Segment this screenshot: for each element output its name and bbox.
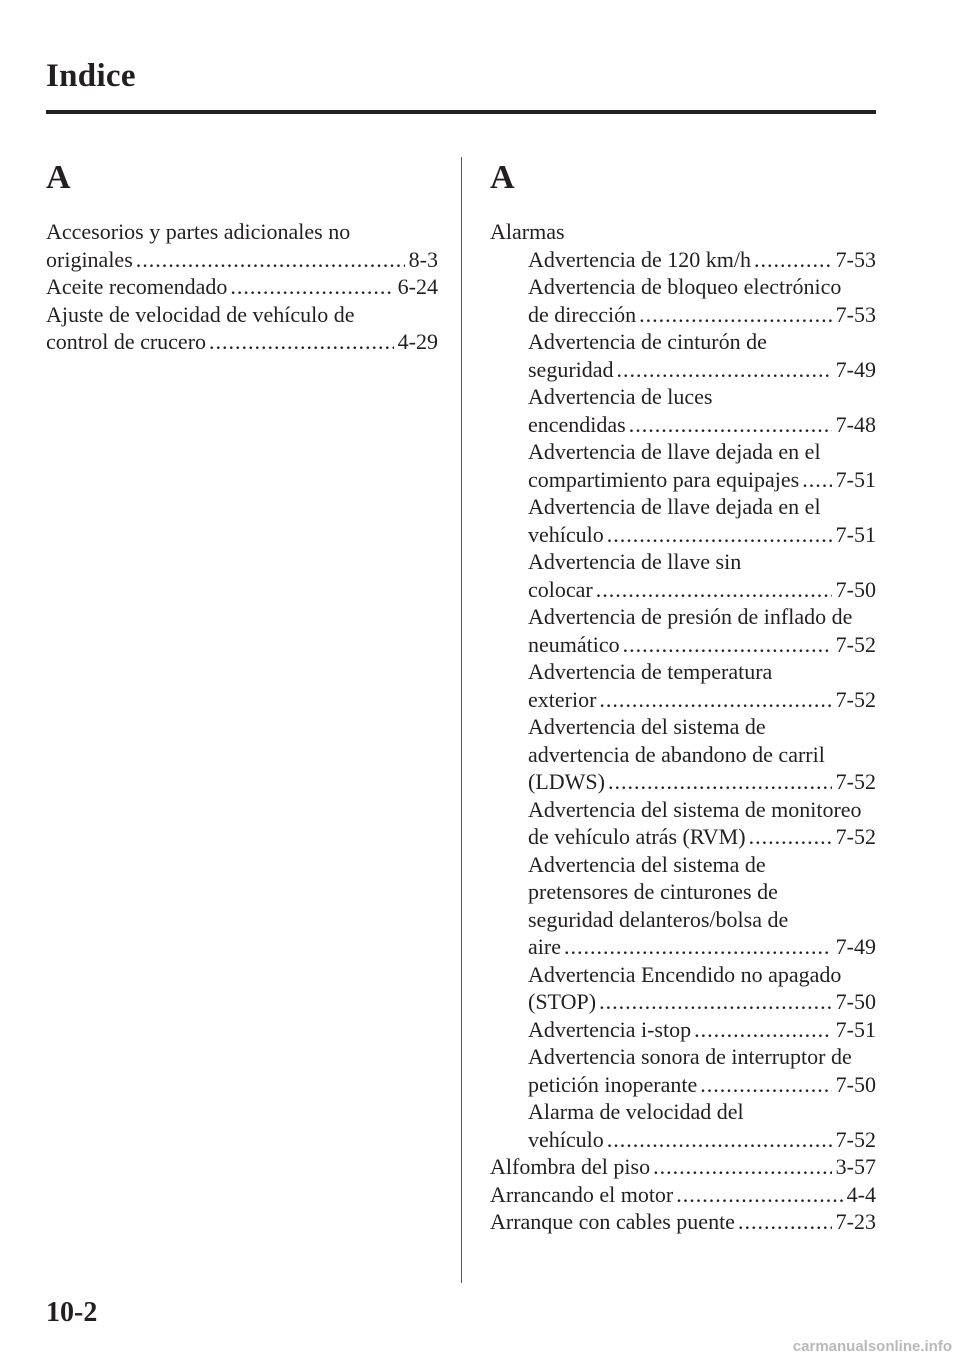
header-rule [46, 110, 876, 114]
entry-page-ref: 7-53 [835, 301, 876, 327]
index-entry [490, 218, 876, 246]
entry-page-ref: 7-50 [835, 989, 876, 1014]
entry-page-ref: 7-52 [835, 1126, 876, 1152]
entry-text: advertencia de abandono de carril [528, 741, 825, 767]
index-entry [490, 658, 876, 686]
index-entry [490, 686, 876, 714]
entry-page-ref: 7-23 [835, 1209, 876, 1234]
entry-text: Alfombra del piso [490, 1154, 651, 1179]
index-entry [490, 383, 876, 411]
index-entry [490, 823, 876, 851]
entry-text: Alarma de velocidad del [528, 1099, 744, 1124]
index-entry [490, 1043, 876, 1071]
dot-leader [639, 301, 832, 329]
index-entry [490, 741, 876, 769]
entry-page-ref: 7-48 [835, 411, 876, 437]
entry-text: Advertencia de 120 km/h [528, 246, 751, 272]
dot-leader [700, 1071, 831, 1099]
entry-page-ref: 7-53 [835, 246, 876, 272]
index-entry [490, 1016, 876, 1044]
entry-text: Advertencia Encendido no apagado [528, 961, 842, 987]
entry-page-ref: 7-51 [835, 521, 876, 547]
section-letter: A [46, 159, 71, 196]
index-entry [490, 1208, 876, 1236]
index-entry [490, 1153, 876, 1181]
dot-leader [209, 328, 394, 356]
entry-text: Alarmas [490, 219, 565, 244]
entry-text: Arrancando el motor [490, 1181, 674, 1207]
index-entry [490, 1126, 876, 1154]
dot-leader [623, 631, 832, 659]
dot-leader [607, 521, 832, 549]
index-entry [46, 218, 438, 246]
entry-text: Advertencia de bloqueo electrónico [528, 274, 842, 299]
watermark: carmanualsonline.info [792, 1338, 952, 1355]
section-letter: A [490, 159, 515, 196]
dot-leader [599, 988, 832, 1016]
entry-page-ref: 7-52 [835, 686, 876, 712]
index-entries-left [46, 218, 438, 356]
entry-text: originales [46, 246, 133, 272]
index-entry [490, 851, 876, 879]
entry-page-ref: 7-52 [835, 769, 876, 794]
entry-text: Advertencia de llave sin [528, 549, 742, 574]
entry-text: Advertencia sonora de interruptor de [528, 1044, 852, 1069]
page-number: 10-2 [46, 1297, 98, 1328]
index-entries-right [490, 218, 876, 1236]
dot-leader [564, 933, 832, 961]
entry-text: vehículo [528, 1126, 604, 1152]
entry-text: de vehículo atrás (RVM) [528, 824, 746, 849]
entry-page-ref: 7-50 [835, 1071, 876, 1097]
entry-page-ref: 7-51 [835, 466, 876, 492]
dot-leader [676, 1181, 842, 1209]
entry-text: de dirección [528, 301, 637, 327]
index-entry [490, 521, 876, 549]
index-entry [46, 273, 438, 301]
entry-page-ref: 7-50 [835, 576, 876, 602]
index-entry [490, 246, 876, 274]
index-entry [490, 493, 876, 521]
entry-text: Advertencia del sistema de [528, 851, 766, 877]
entry-text: aire [528, 934, 561, 959]
dot-leader [599, 686, 831, 714]
left-column [46, 160, 438, 356]
dot-leader [802, 466, 831, 494]
entry-text: encendidas [528, 411, 626, 437]
entry-text: compartimiento para equipajes [528, 466, 800, 492]
entry-page-ref: 3-57 [835, 1154, 876, 1179]
entry-text: (LDWS) [528, 769, 605, 794]
index-entry [46, 328, 438, 356]
entry-text: Arranque con cables puente [490, 1209, 735, 1234]
entry-page-ref: 4-4 [846, 1181, 876, 1207]
index-entry [490, 768, 876, 796]
page-title: Indice [46, 58, 136, 94]
entry-page-ref: 7-49 [835, 934, 876, 959]
index-entry [490, 878, 876, 906]
entry-text: Advertencia de luces [528, 384, 713, 409]
entry-text: seguridad delanteros/bolsa de [528, 906, 789, 932]
entry-text: Advertencia de cinturón de [528, 329, 767, 354]
entry-text: vehículo [528, 521, 604, 547]
index-entry [490, 466, 876, 494]
entry-text: neumático [528, 631, 620, 657]
dot-leader [629, 411, 832, 439]
entry-text: Ajuste de velocidad de vehículo de [46, 301, 355, 327]
index-entry [490, 548, 876, 576]
index-entry [490, 713, 876, 741]
index-entry [490, 576, 876, 604]
entry-text: Advertencia de llave dejada en el [528, 439, 821, 464]
entry-text: Advertencia i-stop [528, 1016, 692, 1042]
index-entry [490, 1071, 876, 1099]
dot-leader [694, 1016, 832, 1044]
entry-page-ref: 7-52 [835, 824, 876, 849]
dot-leader [754, 246, 832, 274]
entry-page-ref: 6-24 [397, 274, 438, 299]
entry-text: colocar [528, 576, 593, 602]
index-entry [490, 301, 876, 329]
index-entry [46, 246, 438, 274]
entry-page-ref: 7-52 [835, 631, 876, 657]
index-entry [490, 328, 876, 356]
index-entry [490, 273, 876, 301]
entry-text: Accesorios y partes adicionales no [46, 219, 351, 244]
dot-leader [596, 576, 832, 604]
index-entry [490, 961, 876, 989]
index-entry [490, 988, 876, 1016]
index-entry [490, 631, 876, 659]
index-entry [490, 906, 876, 934]
index-entry [490, 356, 876, 384]
entry-text: Advertencia del sistema de [528, 714, 766, 739]
entry-page-ref: 7-49 [835, 356, 876, 382]
entry-text: Advertencia del sistema de monitoreo [528, 796, 862, 822]
index-entry [490, 411, 876, 439]
index-entry [490, 933, 876, 961]
entry-text: seguridad [528, 356, 614, 382]
entry-text: exterior [528, 686, 597, 712]
entry-text: Advertencia de llave dejada en el [528, 494, 821, 519]
entry-text: control de crucero [46, 329, 207, 354]
dot-leader [136, 246, 405, 274]
dot-leader [617, 356, 832, 384]
dot-leader [653, 1153, 832, 1181]
index-entry [490, 796, 876, 824]
entry-text: Aceite recomendado [46, 274, 228, 299]
dot-leader [230, 273, 393, 301]
index-entry [490, 603, 876, 631]
dot-leader [607, 1126, 832, 1154]
right-column [490, 160, 876, 1236]
entry-text: Advertencia de temperatura [528, 659, 773, 684]
dot-leader [608, 768, 832, 796]
column-divider [461, 157, 462, 1283]
dot-leader [738, 1208, 832, 1236]
entry-page-ref: 8-3 [408, 246, 438, 272]
entry-text: (STOP) [528, 989, 597, 1014]
entry-page-ref: 7-51 [835, 1016, 876, 1042]
dot-leader [749, 823, 832, 851]
index-entry [490, 1181, 876, 1209]
index-entry [490, 438, 876, 466]
index-entry [46, 301, 438, 329]
entry-text: Advertencia de presión de inflado de [528, 604, 853, 629]
entry-text: petición inoperante [528, 1071, 698, 1097]
entry-page-ref: 4-29 [397, 329, 438, 354]
index-entry [490, 1098, 876, 1126]
entry-text: pretensores de cinturones de [528, 879, 778, 904]
